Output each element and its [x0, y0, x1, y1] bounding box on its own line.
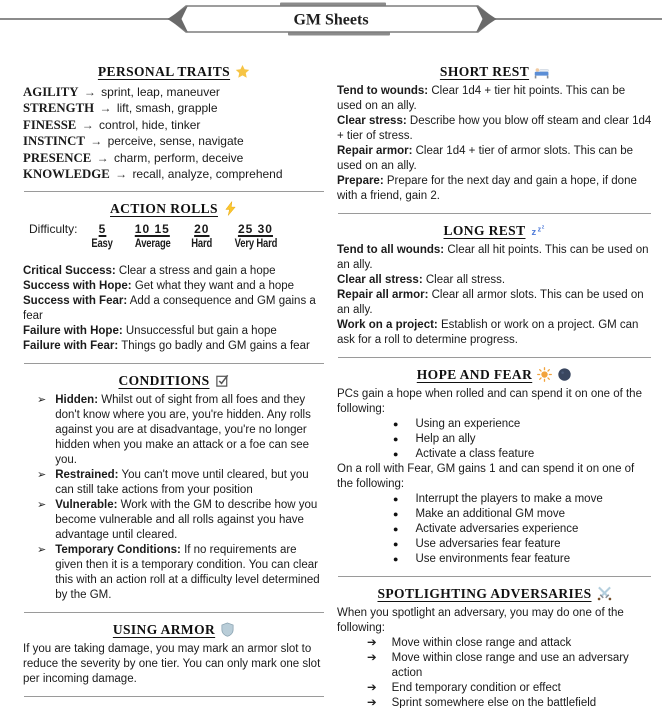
trait-row: [23, 84, 325, 100]
fear-options-list: [337, 492, 652, 567]
zzz-icon: [531, 223, 546, 238]
rest-entry: [337, 114, 652, 144]
bullet-dot-glyph: ●: [393, 494, 399, 504]
right-arrow-glyph: →: [90, 134, 103, 149]
hope-option: [337, 432, 652, 447]
trait-name: FINESSE: [23, 117, 77, 132]
outcomes-list: [23, 264, 325, 354]
conditions-section: [23, 372, 325, 603]
hope-options-list: [337, 417, 652, 462]
rest-entry-text: Clear all hit points. This can be used on an ally.: [337, 244, 649, 271]
bullet-dot-glyph: ●: [393, 419, 399, 429]
heavy-arrow-bullet-glyph: ➔: [367, 697, 377, 708]
trait-desc: sprint, leap, maneuver: [101, 85, 220, 99]
using-armor-text: If you are taking damage, you may mark an armor slot to reduce the severity by one tier. You can only mark one slot per incoming damage.: [23, 643, 321, 686]
difficulty-numbers: 10 15: [134, 222, 170, 237]
svg-text:z: z: [537, 226, 541, 234]
section-divider: [338, 213, 651, 214]
arrowhead-bullet-glyph: ➢: [37, 544, 47, 557]
rest-entry-label: Repair armor:: [337, 145, 413, 157]
outcome-text: Unsuccessful but gain a hope: [125, 325, 277, 338]
outcome-label: Success with Hope:: [23, 280, 132, 293]
conditions-list: [23, 393, 325, 603]
fear-option-text: Activate adversaries experience: [415, 523, 579, 535]
spotlighting-option-text: Sprint somewhere else on the battlefield: [391, 697, 597, 708]
section-divider: [338, 576, 651, 577]
spotlighting-option: [337, 696, 652, 708]
condition-text: [55, 498, 325, 543]
trait-desc: recall, analyze, comprehend: [132, 167, 283, 182]
condition-desc: If no requirements are given then it is a temporary condition. You can clear this with an action roll at a difficulty level determined by the GM.: [55, 544, 320, 602]
hope-option-text: Help an ally: [415, 433, 476, 445]
trait-row: [23, 150, 325, 166]
right-column: [337, 63, 652, 708]
right-arrow-glyph: →: [83, 85, 96, 99]
long-rest-heading: [337, 222, 652, 239]
rest-entry: [337, 288, 652, 318]
svg-text:z: z: [530, 227, 537, 238]
trait-desc: lift, smash, grapple: [116, 101, 218, 116]
trait-row: [23, 166, 325, 182]
using-armor-section: [23, 621, 325, 687]
difficulty-tier-label: Easy: [91, 238, 114, 251]
fear-option-text: Use environments fear feature: [415, 553, 571, 565]
new-moon-icon: [557, 367, 572, 382]
crossed-swords-icon: [597, 586, 612, 601]
trait-row: [23, 117, 325, 133]
fear-intro: On a roll with Fear, GM gains 1 and can spend it on one of the following:: [337, 463, 635, 490]
page-banner: [0, 0, 662, 38]
trait-name: INSTINCT: [23, 134, 85, 149]
short-rest-list: [337, 84, 652, 204]
hope-and-fear-heading: [337, 366, 652, 383]
difficulty-numbers: 25 30: [237, 222, 273, 237]
section-divider: [24, 191, 324, 192]
section-divider: [24, 363, 324, 364]
trait-name: PRESENCE: [23, 150, 92, 165]
rest-entry-text: Clear 1d4 + tier of armor slots. This can be used on an ally.: [337, 145, 634, 172]
trait-name: KNOWLEDGE: [23, 167, 110, 182]
condition-item: [23, 393, 325, 468]
fear-option-text: Use adversaries fear feature: [415, 538, 561, 550]
right-arrow-glyph: →: [99, 101, 112, 116]
bullet-dot-glyph: ●: [393, 554, 399, 564]
spotlighting-option: [337, 636, 652, 651]
rest-entry-label: Repair all armor:: [337, 289, 429, 301]
banner-ribbon: [0, 0, 662, 38]
outcome-label: Critical Success:: [23, 265, 116, 278]
hope-option-text: Activate a class feature: [415, 448, 535, 460]
outcome-row: [23, 279, 325, 294]
long-rest-list: [337, 243, 652, 348]
condition-text: [55, 393, 325, 468]
short-rest-section: [337, 63, 652, 204]
condition-text: [55, 543, 325, 603]
condition-item: [23, 468, 325, 498]
hope-option: [337, 417, 652, 432]
outcome-row: [23, 324, 325, 339]
outcome-text: Things go badly and GM gains a fear: [121, 340, 310, 353]
section-title: USING ARMOR: [112, 622, 216, 638]
section-title: PERSONAL TRAITS: [97, 64, 231, 79]
fear-option: [337, 507, 652, 522]
arrowhead-bullet-glyph: ➢: [37, 499, 47, 512]
rest-entry: [337, 84, 652, 114]
rest-entry-text: Prepare for the next day and gain a hope, if done with a friend, gain 2.: [337, 175, 637, 202]
rest-entry: [337, 273, 652, 288]
difficulty-numbers: 5: [98, 222, 107, 237]
outcome-label: Success with Fear:: [23, 295, 128, 308]
spotlighting-option-text: End temporary condition or effect: [391, 682, 561, 694]
fear-option: [337, 537, 652, 552]
trait-name: AGILITY: [23, 85, 79, 99]
spotlighting-option: [337, 651, 652, 681]
section-divider: [338, 357, 651, 358]
long-rest-section: [337, 222, 652, 348]
right-arrow-glyph: →: [81, 117, 94, 132]
difficulty-tier-label: Hard: [191, 238, 213, 251]
difficulty-groups: [89, 221, 281, 251]
action-rolls-section: [23, 200, 325, 354]
hope-option-text: Using an experience: [415, 418, 521, 430]
condition-text: [55, 468, 325, 498]
section-title: SHORT REST: [439, 64, 530, 79]
rest-entry-text: Clear all stress.: [425, 274, 506, 286]
spotlighting-option-text: Move within close range and attack: [391, 637, 572, 649]
rest-entry-text: Clear all armor slots. This can be used on an ally.: [337, 289, 644, 316]
spotlighting-options-list: [337, 636, 652, 708]
outcome-label: Failure with Hope:: [23, 325, 123, 338]
rest-entry: [337, 144, 652, 174]
heavy-arrow-bullet-glyph: ➔: [367, 652, 377, 664]
arrowhead-bullet-glyph: ➢: [37, 469, 47, 482]
spotlighting-option: [337, 681, 652, 696]
condition-label: Vulnerable:: [55, 499, 118, 512]
rest-entry-label: Clear stress:: [337, 115, 407, 127]
trait-row: [23, 133, 325, 149]
sun-icon: [537, 367, 552, 382]
outcome-label: Failure with Fear:: [23, 340, 119, 353]
bullet-dot-glyph: ●: [393, 524, 399, 534]
sheet-body: [0, 38, 662, 708]
personal-traits-section: [23, 63, 325, 182]
condition-desc: You can't move until cleared, but you can still take actions from your position: [55, 469, 309, 497]
difficulty-tier-label: Average: [134, 238, 171, 251]
trait-desc: control, hide, tinker: [99, 117, 201, 132]
fear-option: [337, 492, 652, 507]
spotlighting-adversaries-section: [337, 585, 652, 708]
condition-label: Temporary Conditions:: [55, 544, 181, 557]
section-title: SPOTLIGHTING ADVERSARIES: [377, 586, 592, 601]
conditions-heading: [23, 372, 325, 389]
spotlighting-intro: When you spotlight an adversary, you may do one of the following:: [337, 607, 624, 634]
hope-intro: PCs gain a hope when rolled and can spend it on one of the following:: [337, 388, 642, 415]
rest-entry-text: Describe how you blow off steam and clear 1d4 + tier of stress.: [337, 115, 652, 142]
heavy-arrow-bullet-glyph: ➔: [367, 682, 377, 694]
action-rolls-heading: [23, 200, 325, 217]
shield-icon: [220, 622, 235, 637]
bullet-dot-glyph: ●: [393, 449, 399, 459]
trait-desc: perceive, sense, navigate: [107, 134, 244, 149]
trait-name: STRENGTH: [23, 101, 95, 116]
bed-icon: [534, 64, 549, 79]
outcome-row: [23, 339, 325, 354]
outcome-row: [23, 264, 325, 279]
outcome-text: Add a consequence and GM gains a fear: [23, 295, 316, 323]
section-divider: [24, 612, 324, 613]
outcome-row: [23, 294, 325, 324]
fear-option: [337, 552, 652, 567]
checkbox-icon: [215, 373, 230, 388]
svg-text:z: z: [541, 224, 545, 231]
section-title: CONDITIONS: [118, 373, 210, 389]
hope-and-fear-section: [337, 366, 652, 567]
hope-option: [337, 447, 652, 462]
fear-option-text: Make an additional GM move: [415, 508, 566, 520]
bullet-dot-glyph: ●: [393, 539, 399, 549]
personal-traits-heading: [23, 63, 325, 80]
difficulty-group: [131, 221, 175, 251]
difficulty-group: [189, 221, 214, 251]
short-rest-heading: [337, 63, 652, 80]
rest-entry-text: Establish or work on a project. GM can ask for a roll to determine progress.: [337, 319, 639, 346]
left-column: [23, 63, 325, 708]
rest-entry: [337, 174, 652, 204]
section-divider: [24, 696, 324, 697]
section-title: HOPE AND FEAR: [416, 367, 533, 382]
difficulty-group: [230, 221, 282, 251]
right-arrow-glyph: →: [96, 150, 109, 165]
outcome-text: Clear a stress and gain a hope: [118, 265, 276, 278]
difficulty-table: [29, 221, 325, 251]
right-arrow-glyph: →: [115, 167, 128, 182]
condition-label: Restrained:: [55, 469, 119, 482]
outcome-text: Get what they want and a hope: [134, 280, 295, 293]
difficulty-tier-label: Very Hard: [234, 238, 277, 251]
condition-item: [23, 498, 325, 543]
rest-entry-label: Prepare:: [337, 175, 384, 187]
fear-option: [337, 522, 652, 537]
spotlighting-heading: [337, 585, 652, 602]
difficulty-label: Difficulty:: [29, 222, 78, 237]
trait-row: [23, 100, 325, 116]
using-armor-heading: [23, 621, 325, 638]
rest-entry-label: Tend to wounds:: [337, 85, 429, 97]
arrowhead-bullet-glyph: ➢: [37, 394, 47, 407]
heavy-arrow-bullet-glyph: ➔: [367, 637, 377, 649]
rest-entry: [337, 318, 652, 348]
bullet-dot-glyph: ●: [393, 509, 399, 519]
spotlighting-option-text: Move within close range and use an adversary action: [391, 652, 629, 679]
difficulty-group: [89, 221, 115, 251]
bullet-dot-glyph: ●: [393, 434, 399, 444]
rest-entry-text: Clear 1d4 + tier hit points. This can be used on an ally.: [337, 85, 626, 112]
banner-title: GM Sheets: [293, 11, 369, 29]
condition-desc: Whilst out of sight from all foes and they don't know where you are, you're hidden. Any rolls against you are at disadvantage, you're no longer hidden when you make an attack or a foe can see you.: [55, 394, 311, 467]
condition-label: Hidden:: [55, 394, 99, 407]
section-title: ACTION ROLLS: [110, 201, 218, 217]
rest-entry-label: Clear all stress:: [337, 274, 423, 286]
difficulty-numbers: 20: [194, 222, 210, 237]
condition-item: [23, 543, 325, 603]
traits-list: [23, 84, 325, 182]
rest-entry-label: Tend to all wounds:: [337, 244, 445, 256]
rest-entry: [337, 243, 652, 273]
rest-entry-label: Work on a project:: [337, 319, 438, 331]
fear-option-text: Interrupt the players to make a move: [415, 493, 603, 505]
lightning-icon: [223, 201, 238, 216]
trait-desc: charm, perform, deceive: [113, 150, 244, 165]
condition-desc: Work with the GM to describe how you become vulnerable and all rolls against you have advantage until cleared.: [55, 499, 318, 542]
section-title: LONG REST: [443, 223, 526, 238]
star-icon: [235, 64, 250, 79]
